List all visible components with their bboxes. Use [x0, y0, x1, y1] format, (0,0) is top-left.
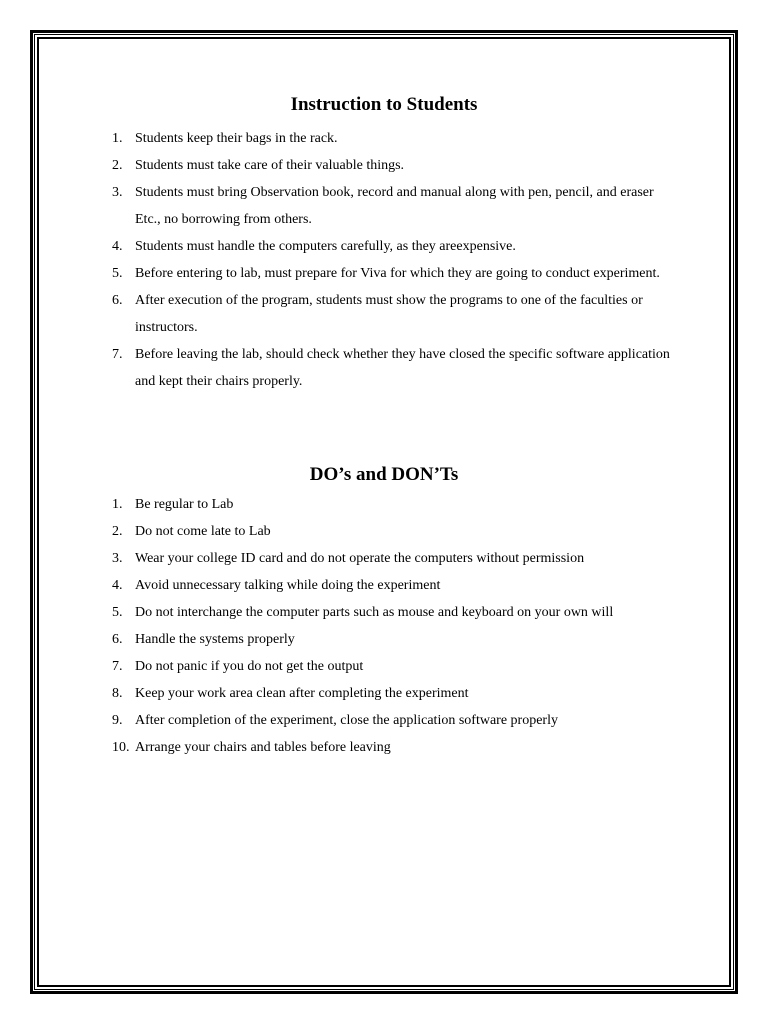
- list-item: [0, 287, 768, 341]
- list-item: [0, 572, 768, 599]
- item-text: Arrange your chairs and tables before leaving: [135, 740, 391, 755]
- item-number: 5.: [112, 605, 123, 620]
- item-text: After execution of the program, students must show the programs to one of the faculties or instructors.: [135, 293, 643, 335]
- list-item: [0, 341, 768, 395]
- list-item: [0, 179, 768, 233]
- list-item: [0, 599, 768, 626]
- item-text: Before entering to lab, must prepare for Viva for which they are going to conduct experiment.: [135, 266, 660, 281]
- item-number: 1.: [112, 497, 123, 512]
- list-item: [0, 233, 768, 260]
- item-number: 2.: [112, 158, 123, 173]
- item-text: Do not panic if you do not get the output: [135, 659, 364, 674]
- item-number: 7.: [112, 347, 123, 362]
- item-number: 3.: [112, 551, 123, 566]
- list-item: [0, 545, 768, 572]
- item-number: 5.: [112, 266, 123, 281]
- item-text: Students must take care of their valuable things.: [135, 158, 405, 173]
- item-number: 2.: [112, 524, 123, 539]
- list-item: [0, 707, 768, 734]
- list-item: [0, 125, 768, 152]
- item-number: 3.: [112, 185, 123, 200]
- item-number: 4.: [112, 239, 123, 254]
- dos-donts-list: [0, 491, 768, 761]
- list-item: [0, 734, 768, 761]
- item-text: Be regular to Lab: [135, 497, 234, 512]
- list-item: [0, 653, 768, 680]
- item-text: Before leaving the lab, should check whether they have closed the specific software application and kept their chairs properly.: [135, 347, 670, 389]
- item-text: Handle the systems properly: [135, 632, 295, 647]
- item-number: 9.: [112, 713, 123, 728]
- item-number: 4.: [112, 578, 123, 593]
- list-item: [0, 152, 768, 179]
- item-text: After completion of the experiment, close the application software properly: [135, 713, 558, 728]
- item-number: 1.: [112, 131, 123, 146]
- item-text: Students keep their bags in the rack.: [135, 131, 338, 146]
- item-text: Students must bring Observation book, record and manual along with pen, pencil, and eraser Etc., no borrowing from others.: [135, 185, 654, 227]
- list-item: [0, 518, 768, 545]
- item-number: 8.: [112, 686, 123, 701]
- instructions-heading: Instruction to Students: [290, 94, 478, 115]
- item-text: Students must handle the computers carefully, as they areexpensive.: [135, 239, 516, 254]
- item-text: Avoid unnecessary talking while doing the experiment: [135, 578, 441, 593]
- list-item: [0, 491, 768, 518]
- item-text: Keep your work area clean after completing the experiment: [135, 686, 469, 701]
- item-number: 6.: [112, 632, 123, 647]
- item-number: 6.: [112, 293, 123, 308]
- item-text: Wear your college ID card and do not operate the computers without permission: [135, 551, 585, 566]
- item-number: 10.: [112, 740, 130, 755]
- item-number: 7.: [112, 659, 123, 674]
- list-item: [0, 260, 768, 287]
- list-item: [0, 680, 768, 707]
- dos-donts-heading: DO’s and DON’Ts: [309, 464, 459, 485]
- list-item: [0, 626, 768, 653]
- item-text: Do not come late to Lab: [135, 524, 271, 539]
- instructions-list: [0, 125, 768, 395]
- item-text: Do not interchange the computer parts such as mouse and keyboard on your own will: [135, 605, 614, 620]
